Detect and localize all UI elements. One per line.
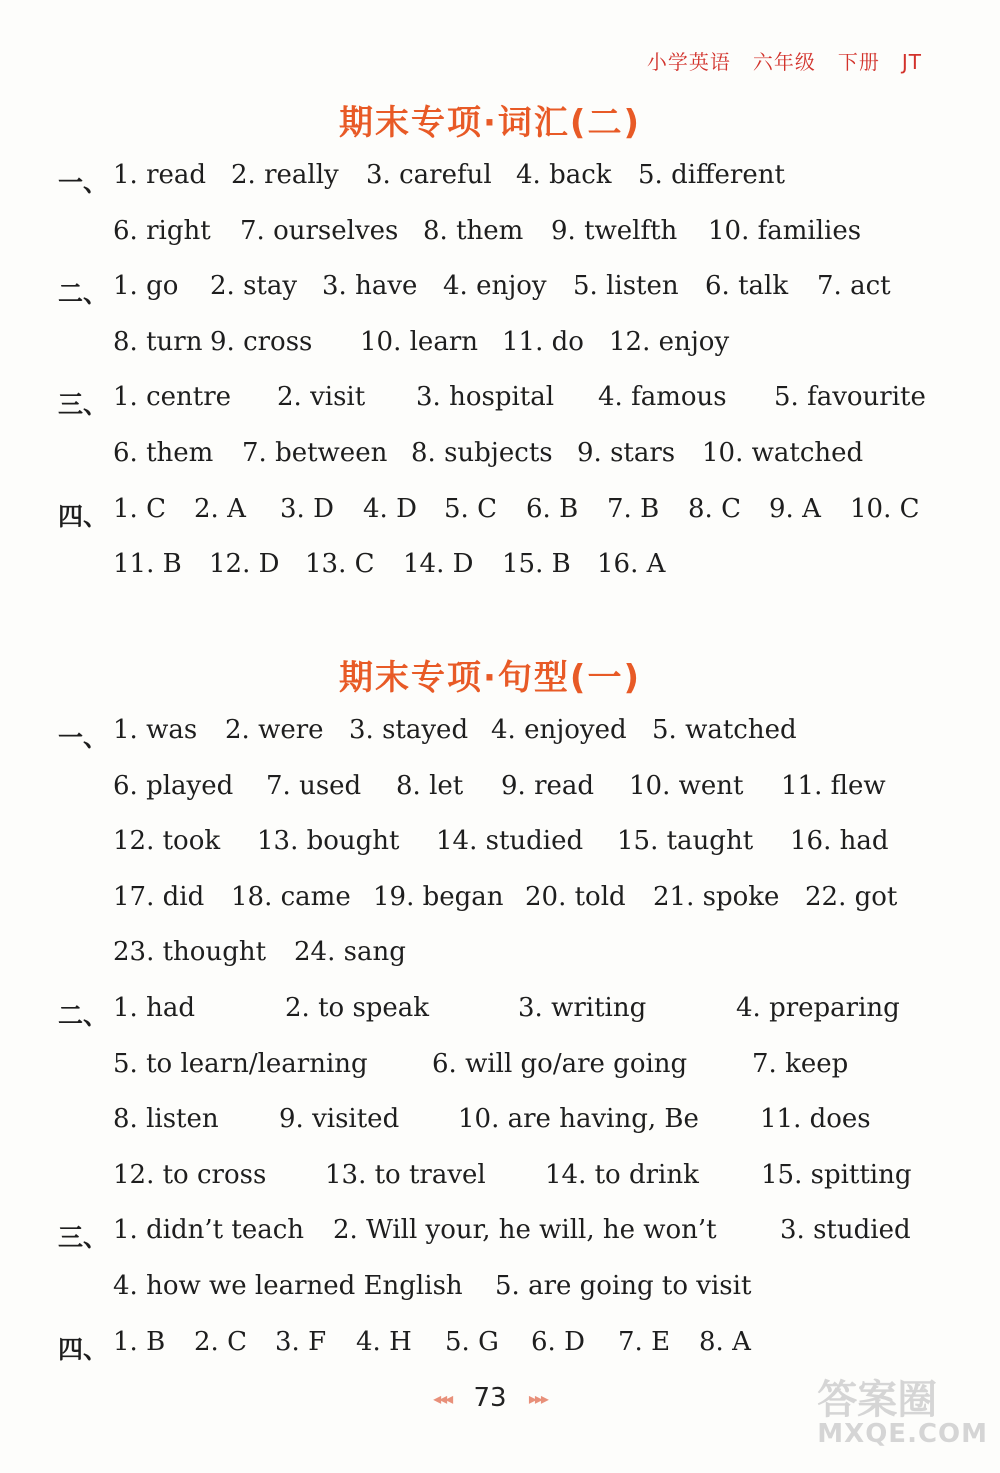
header-grade: 六年级 [752,50,816,74]
answer-item: 6. D [531,1326,585,1357]
answer-item: 4. back [516,160,612,190]
answer-item: 4. H [356,1326,412,1357]
answer-item: 16. had [790,826,889,857]
answer-item: 5. different [638,160,785,190]
answer-item: 6. played [113,770,234,801]
answer-item: 7. ourselves [240,215,399,246]
answer-item: 6. them [113,438,214,468]
answer-item: 4. preparing [736,993,900,1023]
next-arrows-icon: ▸▸▸ [528,1389,547,1408]
answer-item: 10. watched [702,438,864,468]
part-label: 四、 [58,501,109,531]
answer-item: 7. between [242,438,388,468]
answer-item: 9. cross [210,326,313,357]
answer-item: 10. C [850,493,920,524]
answer-item: 14. to drink [545,1159,699,1190]
answer-item: 4. enjoy [443,271,547,302]
part-label: 一、 [58,723,109,752]
part-label: 二、 [58,1001,109,1030]
answer-item: 4. how we learned English [113,1271,463,1301]
answer-item: 6. right [113,215,211,246]
part-label: 二、 [58,279,109,309]
watermark-main: 答案圈 [817,1377,938,1423]
answer-item: 22. got [805,881,898,912]
answer-item: 4. enjoyed [491,715,627,745]
answer-item: 12. D [209,549,280,580]
answer-item: 24. sang [294,937,406,968]
answer-item: 5. G [445,1326,499,1357]
answer-item: 3. hospital [416,382,555,413]
answer-item: 1. centre [113,382,232,413]
answer-item: 6. B [526,493,579,524]
answer-item: 2. really [231,160,339,190]
answer-item: 12. took [113,826,221,857]
answer-item: 17. did [113,881,205,912]
answer-item: 1. go [113,271,179,302]
answer-item: 8. turn [113,326,203,357]
answer-item: 1. read [113,160,207,190]
answer-item: 5. favourite [774,382,926,413]
answer-item: 12. to cross [113,1159,267,1190]
answer-item: 3. have [322,271,418,302]
answer-item: 3. writing [518,993,647,1023]
answer-item: 2. A [194,493,246,524]
answer-item: 2. to speak [285,993,430,1023]
answer-item: 10. learn [360,326,478,357]
answer-item: 14. studied [436,826,584,857]
answer-item: 9. read [501,770,595,801]
answer-item: 15. taught [617,826,754,857]
part-label: 一、 [58,168,109,197]
answer-item: 7. act [817,271,891,302]
answer-item: 10. families [708,215,862,246]
page-number: 73 [473,1383,507,1413]
answer-item: 8. subjects [411,438,553,468]
answer-item: 15. B [502,549,571,580]
answer-item: 2. Will your, he will, he won’t [333,1215,717,1246]
site-watermark [817,1368,988,1449]
answer-item: 13. C [305,549,375,580]
answer-item: 10. went [629,770,744,801]
answer-item: 18. came [231,881,351,912]
answer-item: 11. B [113,549,182,580]
answer-item: 6. talk [705,271,789,302]
answer-item: 12. enjoy [609,326,730,357]
answer-item: 11. do [502,326,584,357]
answer-item: 15. spitting [761,1159,912,1190]
prev-arrows-icon: ◂◂◂ [433,1389,452,1408]
answer-item: 16. A [597,549,666,580]
answer-item: 9. A [769,493,821,524]
book-header [625,46,922,75]
answer-item: 1. didn’t teach [113,1215,305,1246]
answer-item: 5. are going to visit [495,1271,752,1301]
answer-item: 2. C [194,1326,247,1357]
answer-item: 8. A [699,1326,751,1357]
answer-item: 1. had [113,993,195,1023]
answer-item: 2. visit [277,382,366,413]
answer-item: 10. are having, Be [458,1104,699,1135]
answer-item: 7. keep [752,1048,849,1079]
answer-item: 1. B [113,1326,166,1357]
answer-item: 2. stay [210,271,298,302]
answer-item: 7. B [607,493,660,524]
answer-item: 1. was [113,715,198,745]
part-label: 三、 [58,390,109,420]
answer-item: 5. listen [573,271,679,302]
watermark-sub: MXQE.COM [817,1419,988,1449]
answer-item: 20. told [525,881,626,912]
answer-item: 23. thought [113,937,267,968]
header-subject: 小学英语 [646,50,731,74]
answer-item: 4. D [363,493,417,524]
header-volume: 下册 [837,50,880,74]
answer-item: 8. C [688,493,741,524]
answer-item: 3. D [280,493,334,524]
answer-item: 11. flew [781,770,886,801]
answer-item: 7. used [266,770,362,801]
answer-item: 8. listen [113,1104,219,1135]
answer-item: 6. will go/are going [432,1048,688,1079]
part-label: 三、 [58,1223,109,1253]
answer-item: 7. E [618,1326,671,1357]
answer-item: 3. studied [780,1215,911,1246]
answer-item: 5. to learn/learning [113,1048,368,1079]
answer-item: 8. them [423,215,524,246]
answer-item: 13. to travel [325,1159,486,1190]
answer-item: 9. visited [279,1104,400,1135]
section-title: 期末专项·句型(一) [339,658,641,698]
answer-item: 9. twelfth [551,215,678,246]
answer-item: 19. began [373,881,504,912]
answer-item: 5. watched [652,715,797,745]
answer-item: 3. stayed [349,715,469,745]
answer-item: 9. stars [577,438,676,468]
answer-item: 14. D [403,549,474,580]
answer-item: 8. let [396,770,464,801]
answer-item: 2. were [225,715,324,745]
answer-item: 11. does [760,1104,871,1135]
answer-item: 13. bought [257,826,400,857]
answer-item: 3. F [275,1326,327,1357]
header-edition: JT [901,50,922,74]
answer-item: 21. spoke [653,881,780,912]
part-label: 四、 [58,1334,109,1364]
answer-item: 4. famous [598,382,727,413]
answer-item: 5. C [444,493,497,524]
answer-item: 3. careful [366,160,492,190]
section-title: 期末专项·词汇(二) [339,103,641,143]
answer-item: 1. C [113,493,166,524]
